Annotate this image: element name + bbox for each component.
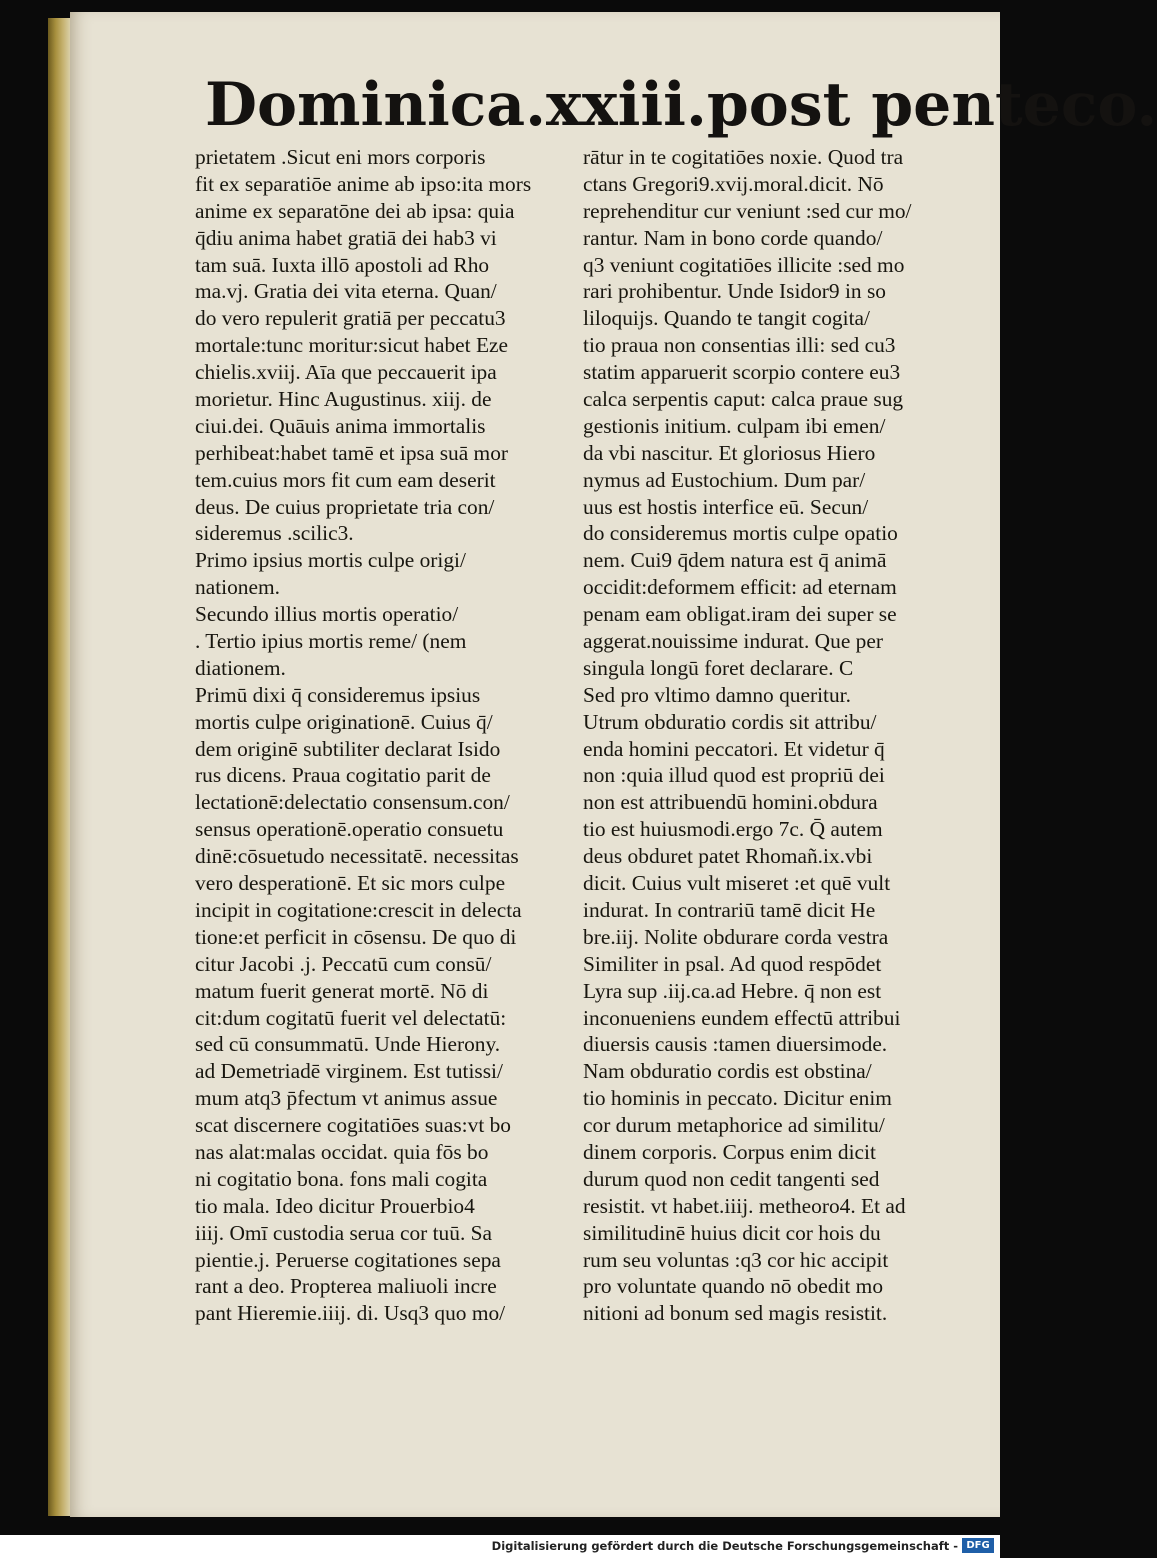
text-line: nymus ad Eustochium. Dum par/ [583,467,866,492]
text-line: dinem corporis. Corpus enim dicit [583,1139,876,1164]
text-line: Secundo illius mortis operatio/ [195,602,459,627]
text-line: indurat. In contrariū tamē dicit He [583,897,876,922]
text-line: pro voluntate quando nō obedit mo [583,1274,884,1299]
text-line: non est attribuendū homini.obdura [583,790,878,815]
text-line: mortis culpe originationē. Cuius q̄/ [195,709,493,734]
text-line: anime ex separatōne dei ab ipsa: quia [195,198,515,223]
text-line: matum fuerit generat mortē. Nō di [195,978,489,1003]
text-line: occidit:deformem efficit: ad eternam [583,575,897,600]
text-line: tio praua non consentias illi: sed cu3 [583,333,896,358]
text-line: calca serpentis caput: calca praue sug [583,387,904,412]
text-line: deus. De cuius proprietate tria con/ [195,494,495,519]
text-line: gestionis initium. culpam ibi emen/ [583,413,886,438]
text-line: reprehenditur cur veniunt :sed cur mo/ [583,198,912,223]
text-line: durum quod non cedit tangenti sed [583,1166,880,1191]
text-line: tione:et perficit in cōsensu. De quo di [195,924,517,949]
text-line: penam eam obligat.iram dei super se [583,602,897,627]
text-line: tio hominis in peccato. Dicitur enim [583,1086,892,1111]
text-line: resistit. vt habet.iiij. metheoro4. Et ad [583,1193,906,1218]
text-line: ma.vj. Gratia dei vita eterna. Quan/ [195,279,497,304]
text-line: bre.iij. Nolite obdurare corda vestra [583,924,889,949]
text-line: rantur. Nam in bono corde quando/ [583,225,883,250]
text-line: iiij. Omī custodia serua cor tuū. Sa [195,1220,493,1245]
text-line: diuersis causis :tamen diuersimode. [583,1032,888,1057]
text-line: tio mala. Ideo dicitur Prouerbio4 [195,1193,475,1218]
text-line: sed cū consummatū. Unde Hierony. [195,1032,501,1057]
text-line: inconueniens eundem effectū attribui [583,1005,901,1030]
text-line: ctans Gregori9.xvij.moral.dicit. Nō [583,171,884,196]
text-line: dem originē subtiliter declarat Isido [195,736,501,761]
text-line: ciui.dei. Quāuis anima immortalis [195,413,486,438]
text-line: similitudinē huius dicit cor hois du [583,1220,881,1245]
text-line: tio est huiusmodi.ergo 7c. Q̄ autem [583,817,883,842]
gilded-page-edge [48,18,70,1516]
page-heading: Dominica.xxiii.post penteco. [205,70,1157,140]
text-line: nas alat:malas occidat. quia fōs bo [195,1139,489,1164]
text-column-right [583,144,968,1327]
text-line: dicit. Cuius vult miseret :et quē vult [583,871,891,896]
text-line: uus est hostis interfice eū. Secun/ [583,494,869,519]
text-line: singula longū foret declarare. C [583,655,854,680]
text-line: ad Demetriadē virginem. Est tutissi/ [195,1059,503,1084]
text-line: Lyra sup .iij.ca.ad Hebre. q̄ non est [583,978,882,1003]
text-line: mum atq3 p̄fectum vt animus assue [195,1086,498,1111]
text-line: diationem. [195,655,286,680]
funding-credit: Digitalisierung gefördert durch die Deutsche Forschungsgemeinschaft - [491,1539,958,1553]
text-line: sideremus .scilic3. [195,521,354,546]
text-line: rant a deo. Propterea maliuoli incre [195,1274,497,1299]
text-line: mortale:tunc moritur:sicut habet Eze [195,333,509,358]
text-line: ni cogitatio bona. fons mali cogita [195,1166,488,1191]
text-line: nitioni ad bonum sed magis resistit. [583,1301,888,1326]
text-line: aggerat.nouissime indurat. Que per [583,629,883,654]
text-line: perhibeat:habet tamē et ipsa suā mor [195,440,509,465]
text-line: Similiter in psal. Ad quod respōdet [583,951,882,976]
text-line: chielis.xviij. Aīa que peccauerit ipa [195,360,497,385]
text-line: Primū dixi q̄ consideremus ipsius [195,682,481,707]
text-line: pientie.j. Peruerse cogitationes sepa [195,1247,501,1272]
text-line: incipit in cogitatione:crescit in delecta [195,897,522,922]
text-line: rari prohibentur. Unde Isidor9 in so [583,279,886,304]
text-line: fit ex separatiōe anime ab ipso:ita mors [195,171,532,196]
text-line: q3 veniunt cogitatiōes illicite :sed mo [583,252,905,277]
text-line: citur Jacobi .j. Peccatū cum consū/ [195,951,492,976]
text-line: nem. Cui9 q̄dem natura est q̄ animā [583,548,887,573]
text-line: tem.cuius mors fit cum eam deserit [195,467,496,492]
dfg-logo-icon: DFG [962,1538,994,1553]
text-line: Nam obduratio cordis est obstina/ [583,1059,872,1084]
text-column-left [195,144,580,1327]
text-line: statim apparuerit scorpio contere eu3 [583,360,901,385]
text-line: tam suā. Iuxta illō apostoli ad Rho [195,252,490,277]
text-line: non :quia illud quod est propriū dei [583,763,885,788]
text-line: prietatem .Sicut eni mors corporis [195,145,486,169]
text-line: do vero repulerit gratiā per peccatu3 [195,306,506,331]
text-line: cor durum metaphorice ad similitu/ [583,1113,885,1138]
text-line: nationem. [195,575,280,600]
text-line: rus dicens. Praua cogitatio parit de [195,763,491,788]
text-line: da vbi nascitur. Et gloriosus Hiero [583,440,876,465]
text-line: rātur in te cogitatiōes noxie. Quod tra [583,145,904,169]
text-line: deus obduret patet Rhomañ.ix.vbi [583,844,873,869]
text-line: sensus operationē.operatio consuetu [195,817,504,842]
text-line: liloquijs. Quando te tangit cogita/ [583,306,870,331]
text-line: lectationē:delectatio consensum.con/ [195,790,510,815]
text-line: cit:dum cogitatū fuerit vel delectatū: [195,1005,507,1030]
text-line: enda homini peccatori. Et videtur q̄ [583,736,885,761]
text-line: pant Hieremie.iiij. di. Usq3 quo mo/ [195,1301,506,1326]
text-line: dinē:cōsuetudo necessitatē. necessitas [195,844,519,869]
text-line: . Tertio ipius mortis reme/ (nem [195,629,467,654]
text-line: q̄diu anima habet gratiā dei hab3 vi [195,225,497,250]
text-line: do consideremus mortis culpe opatio [583,521,898,546]
text-line: Sed pro vltimo damno queritur. [583,682,851,707]
text-line: Utrum obduratio cordis sit attribu/ [583,709,877,734]
text-line: vero desperationē. Et sic mors culpe [195,871,506,896]
footer-bar [0,1535,1000,1558]
text-line: morietur. Hinc Augustinus. xiij. de [195,387,492,412]
text-line: Primo ipsius mortis culpe origi/ [195,548,466,573]
text-line: scat discernere cogitatiōes suas:vt bo [195,1113,512,1138]
text-line: rum seu voluntas :q3 cor hic accipit [583,1247,889,1272]
